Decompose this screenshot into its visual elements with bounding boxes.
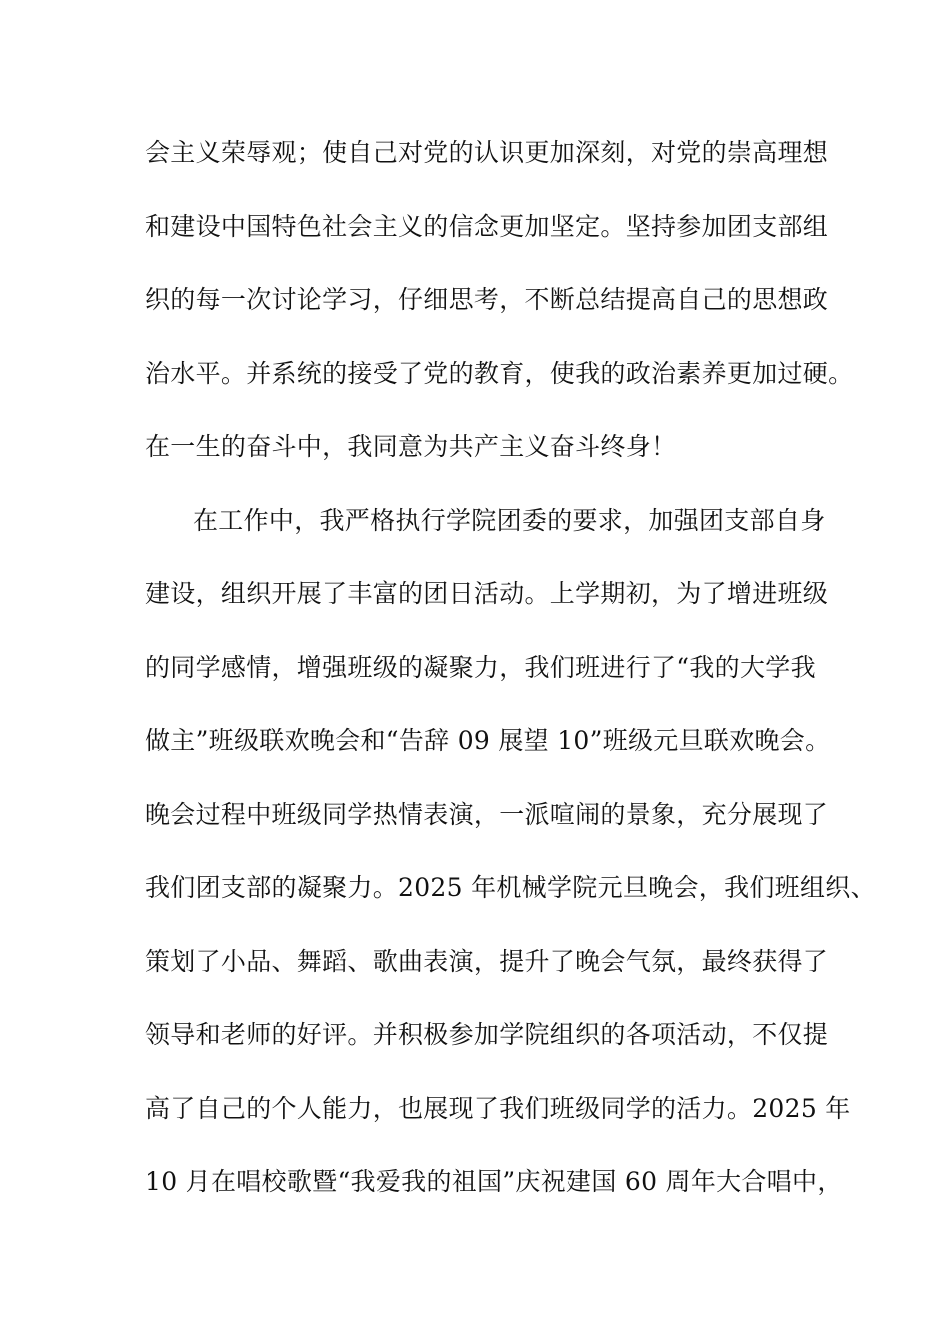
text-line-13: 领导和老师的好评。并积极参加学院组织的各项活动，不仅提 [145, 1020, 829, 1049]
text-line-5: 在一生的奋斗中，我同意为共产主义奋斗终身！ [145, 432, 677, 461]
text-line-9: 做主”班级联欢晚会和“告辞 09 展望 10”班级元旦联欢晚会。 [145, 726, 831, 755]
text-line-14: 高了自己的个人能力，也展现了我们班级同学的活力。2025 年 [145, 1093, 851, 1123]
text-line-12: 策划了小品、舞蹈、歌曲表演，提升了晚会气氛，最终获得了 [145, 946, 829, 976]
text-line-1: 会主义荣辱观；使自己对党的认识更加深刻，对党的崇高理想 [145, 138, 829, 167]
text-line-8: 的同学感情，增强班级的凝聚力，我们班进行了“我的大学我 [145, 652, 816, 682]
body-text [145, 128, 876, 1231]
text-line-11: 我们团支部的凝聚力。2025 年机械学院元旦晚会，我们班组织、 [145, 873, 876, 902]
text-line-10: 晚会过程中班级同学热情表演，一派喧闹的景象，充分展现了 [145, 799, 829, 829]
text-line-15: 10 月在唱校歌暨“我爱我的祖国”庆祝建国 60 周年大合唱中， [145, 1167, 843, 1196]
text-line-7: 建设，组织开展了丰富的团日活动。上学期初，为了增进班级 [145, 579, 829, 608]
text-line-4: 治水平。并系统的接受了党的教育，使我的政治素养更加过硬。 [145, 358, 854, 388]
text-line-2: 和建设中国特色社会主义的信念更加坚定。坚持参加团支部组 [145, 211, 829, 241]
text-line-6: 在工作中，我严格执行学院团委的要求，加强团支部自身 [193, 505, 826, 535]
text-line-3: 织的每一次讨论学习，仔细思考，不断总结提高自己的思想政 [145, 285, 829, 314]
